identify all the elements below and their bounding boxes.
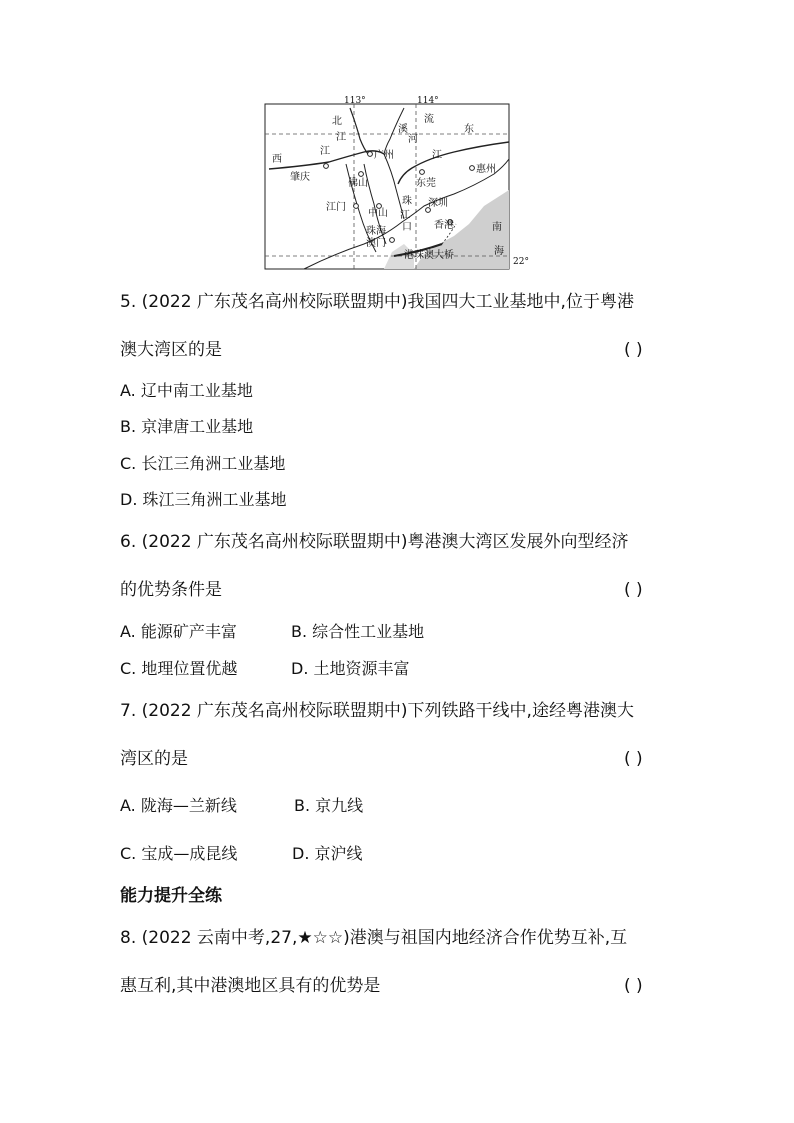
- map-label-xi-river: 西: [272, 154, 282, 165]
- map-label-hai: 海: [494, 246, 504, 257]
- question-8-line-2: 惠互利,其中港澳地区具有的优势是: [120, 976, 381, 996]
- map-label-zhuhai: 珠海: [366, 226, 386, 237]
- question-6-line-2: 的优势条件是: [120, 580, 222, 600]
- question-5-option-c: C. 长江三角洲工业基地: [120, 454, 286, 473]
- map-label-kou: 口: [402, 222, 412, 233]
- map-label-dongguan: 东莞: [416, 178, 436, 189]
- question-6-line-1: 6. (2022 广东茂名高州校际联盟期中)粤港澳大湾区发展外向型经济: [120, 532, 629, 552]
- map-label-nan: 南: [492, 222, 502, 233]
- map-label-huizhou: 惠州: [476, 164, 496, 175]
- lon-114-label: 114°: [417, 96, 439, 106]
- map-label-dong: 东: [464, 124, 474, 135]
- question-7-answer-blank: ( ): [624, 749, 643, 769]
- question-7-line-1: 7. (2022 广东茂名高州校际联盟期中)下列铁路干线中,途经粤港澳大: [120, 701, 634, 721]
- section-title: 能力提升全练: [120, 886, 222, 906]
- question-7-option-a: A. 陇海—兰新线: [120, 796, 237, 815]
- question-6-option-b: B. 综合性工业基地: [291, 622, 425, 641]
- map-label-he: 河: [408, 134, 418, 145]
- map-label-jiang-e: 江: [432, 150, 442, 161]
- question-5-option-b: B. 京津唐工业基地: [120, 417, 254, 436]
- pearl-river-delta-map: [264, 94, 529, 270]
- map-label-zhaoqing: 肇庆: [290, 172, 310, 183]
- map-label-jiangmen: 江门: [326, 202, 346, 213]
- question-5-option-a: A. 辽中南工业基地: [120, 381, 253, 400]
- map-label-zhongshan: 中山: [368, 208, 388, 219]
- question-7-line-2: 湾区的是: [120, 749, 188, 769]
- question-5-line-2: 澳大湾区的是: [120, 340, 222, 360]
- question-5-option-d: D. 珠江三角洲工业基地: [120, 490, 287, 509]
- question-7-option-c: C. 宝成—成昆线: [120, 844, 238, 863]
- question-7-option-d: D. 京沪线: [292, 844, 363, 863]
- map-label-guangzhou: 广州: [374, 150, 394, 161]
- question-6-option-c: C. 地理位置优越: [120, 659, 238, 678]
- question-6-option-d: D. 土地资源丰富: [291, 659, 410, 678]
- lon-113-label: 113°: [344, 96, 366, 106]
- map-label-xianggang: 香港: [434, 220, 454, 231]
- lat-22-label: 22°: [513, 257, 529, 267]
- map-label-foshan: 佛山: [348, 178, 368, 189]
- map-label-aomen: 澳门: [366, 238, 386, 249]
- map-label-bei: 北: [332, 116, 342, 127]
- map-label-liu: 流: [424, 114, 434, 125]
- map-label-bridge: 港珠澳大桥: [404, 250, 454, 261]
- map-label-jiang-b: 江: [336, 132, 346, 143]
- question-7-option-b: B. 京九线: [294, 796, 364, 815]
- map-label-xi: 溪: [398, 124, 408, 135]
- question-5-answer-blank: ( ): [624, 340, 643, 360]
- question-6-option-a: A. 能源矿产丰富: [120, 622, 237, 641]
- question-6-answer-blank: ( ): [624, 580, 643, 600]
- question-8-answer-blank: ( ): [624, 976, 643, 996]
- map-label-jiang-zhu: 江: [400, 210, 410, 221]
- question-8-line-1: 8. (2022 云南中考,27,★☆☆)港澳与祖国内地经济合作优势互补,互: [120, 928, 628, 948]
- question-5-line-1: 5. (2022 广东茂名高州校际联盟期中)我国四大工业基地中,位于粤港: [120, 292, 634, 312]
- map-label-shenzhen: 深圳: [428, 198, 448, 209]
- map-label-jiang-w: 江: [320, 146, 330, 157]
- map-label-zhu: 珠: [402, 196, 412, 207]
